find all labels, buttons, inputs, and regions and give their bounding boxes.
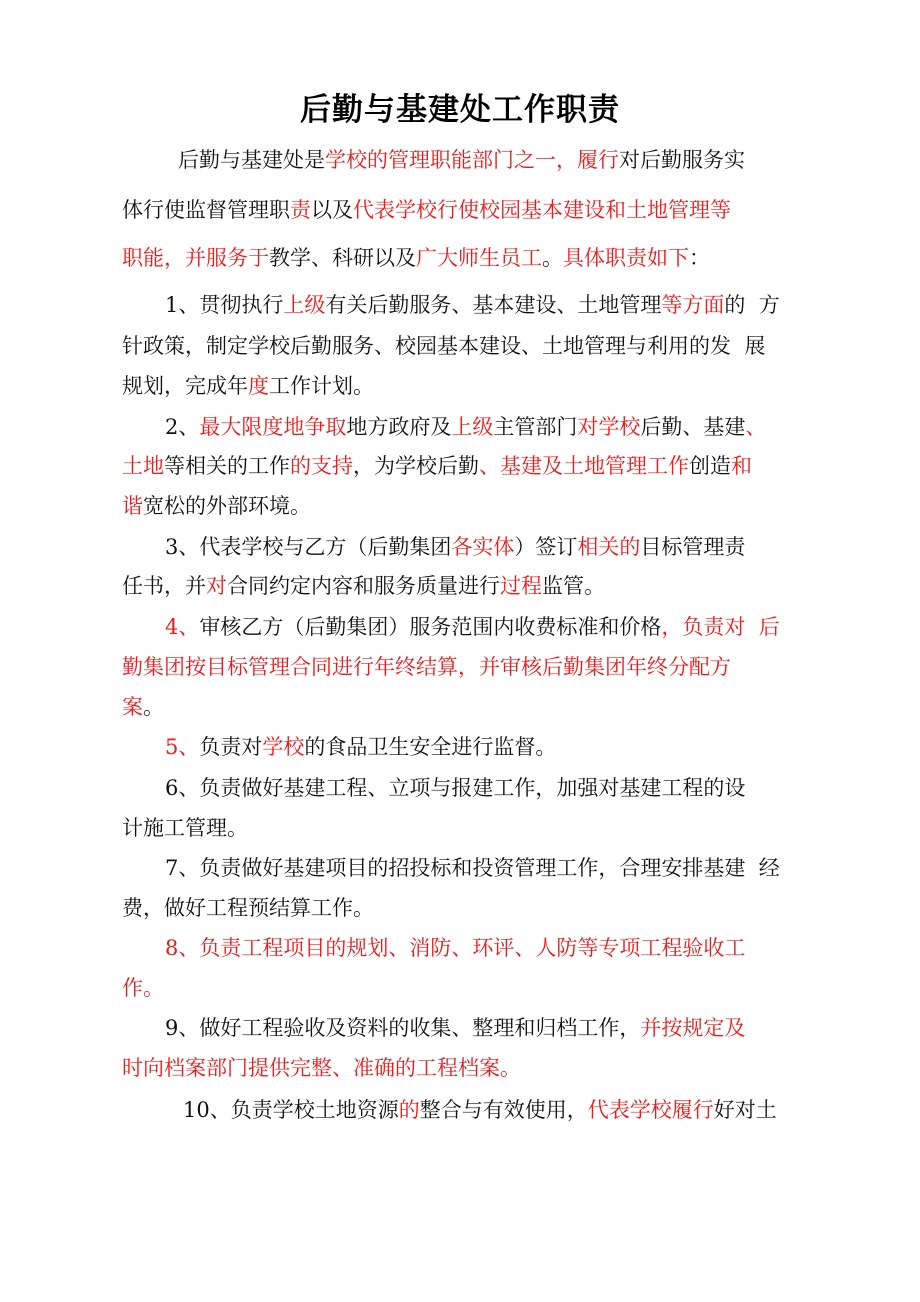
highlighted-text: 学校的管理职能部门之一，履行 — [325, 148, 619, 172]
highlighted-text: 等方面 — [661, 293, 725, 317]
text-line — [122, 493, 311, 519]
text-segment: ： — [689, 246, 710, 270]
highlighted-text: 5、 — [165, 735, 200, 759]
highlighted-text: 、 — [745, 415, 767, 439]
text-line — [178, 147, 745, 173]
highlighted-text: 上级 — [451, 415, 494, 439]
text-line — [122, 333, 765, 359]
highlighted-text: 8、负责工程项目的规划、消防、环评、人防等专项工程验收工 — [165, 936, 746, 960]
text-segment: 地方政府及 — [346, 415, 452, 439]
highlighted-text: 作。 — [122, 976, 164, 1000]
text-line — [183, 1097, 777, 1123]
document-title: 后勤与基建处工作职责 — [300, 92, 620, 128]
text-segment: 。 — [542, 246, 563, 270]
highlighted-text: 度 — [248, 374, 269, 398]
text-line — [165, 292, 780, 318]
text-segment: 创造 — [689, 454, 731, 478]
highlighted-text: 勤集团按目标管理合同进行年终结算，并审核后勤集团年终分配方 — [122, 655, 731, 679]
highlighted-text: ，负责对 后 — [661, 615, 780, 639]
highlighted-text: 代表学校行使校园基本建设和土地管理等 — [353, 198, 731, 222]
highlighted-text: 的 — [398, 1098, 420, 1122]
text-segment: 6、负责做好基建工程、立项与报建工作，加强对基建工程的设 — [165, 776, 746, 800]
text-line — [122, 815, 248, 841]
highlighted-text: 对 — [206, 574, 227, 598]
text-line — [165, 734, 556, 760]
text-segment: 审核乙方（后勤集团）服务范围内收费标准和价格 — [199, 615, 662, 639]
text-segment: 任书，并 — [122, 574, 206, 598]
text-segment: ）签订 — [514, 535, 578, 559]
text-segment: 计施工管理。 — [122, 816, 248, 840]
text-segment: 有关后勤服务、基本建设、土地管理 — [325, 293, 662, 317]
text-segment: 的食品卫生安全进行监督。 — [304, 735, 557, 759]
text-segment: 目标管理责 — [640, 535, 746, 559]
text-line — [122, 975, 164, 1001]
text-line — [165, 534, 745, 560]
text-segment: 等相关的工作 — [164, 454, 290, 478]
highlighted-text: 时向档案部门提供完整、准确的工程档案。 — [122, 1056, 521, 1080]
text-segment: 主管部门 — [493, 415, 578, 439]
text-segment: 费，做好工程预结算工作。 — [122, 896, 374, 920]
text-segment: 1、贯彻执行 — [165, 293, 284, 317]
text-segment: 7、负责做好基建项目的招投标和投资管理工作，合理安排基建 经 — [165, 856, 780, 880]
text-segment: 规划，完成年 — [122, 374, 248, 398]
highlighted-text: 土地 — [122, 454, 164, 478]
highlighted-text: 和 — [731, 454, 752, 478]
highlighted-text: 相关的 — [577, 535, 641, 559]
text-line — [122, 694, 164, 720]
text-segment: 好对土 — [713, 1098, 777, 1122]
text-segment: ，为学校后勤 — [353, 454, 479, 478]
text-line — [165, 414, 766, 440]
text-line — [122, 654, 731, 680]
highlighted-text: 最大限度地争取 — [199, 415, 347, 439]
text-segment: 。 — [143, 695, 164, 719]
text-segment: 合同约定内容和服务质量进行 — [227, 574, 500, 598]
highlighted-text: 4、 — [165, 615, 200, 639]
text-segment: 10、负责学校土地资源 — [183, 1098, 399, 1122]
text-segment: 后勤、基建 — [640, 415, 746, 439]
text-segment: 体行使监督管理职 — [122, 198, 290, 222]
highlighted-text: 对学校 — [577, 415, 641, 439]
highlighted-text: 并按规定及 — [640, 1016, 746, 1040]
text-line — [165, 855, 780, 881]
highlighted-text: 具体职责如下 — [563, 246, 689, 270]
text-segment: 的 方 — [724, 293, 780, 317]
text-line — [122, 373, 374, 399]
text-segment: 以及 — [311, 198, 353, 222]
text-segment: 3、代表学校与乙方（后勤集团 — [165, 535, 452, 559]
highlighted-text: 案 — [122, 695, 143, 719]
text-line — [122, 453, 752, 479]
highlighted-text: 上级 — [283, 293, 326, 317]
highlighted-text: 广大师生员工 — [416, 246, 542, 270]
highlighted-text: 学校 — [262, 735, 305, 759]
highlighted-text: 过程 — [500, 574, 542, 598]
text-segment: 9、做好工程验收及资料的收集、整理和归档工作， — [165, 1016, 641, 1040]
text-segment: 工作计划。 — [269, 374, 374, 398]
text-line — [122, 197, 731, 223]
highlighted-text: 职能，并服务于 — [122, 246, 269, 270]
text-line — [165, 935, 745, 961]
highlighted-text: 谐 — [122, 494, 143, 518]
text-line — [165, 614, 780, 640]
text-line — [165, 1015, 745, 1041]
text-line — [122, 1055, 521, 1081]
text-segment: 对后勤服务实 — [619, 148, 745, 172]
highlighted-text: 代表学校履行 — [587, 1098, 714, 1122]
text-line — [122, 573, 605, 599]
text-segment: 监管。 — [542, 574, 605, 598]
highlighted-text: 、基建及土地管理工作 — [479, 454, 689, 478]
text-segment: 针政策，制定学校后勤服务、校园基本建设、土地管理与利用的发 展 — [122, 334, 766, 358]
text-segment: 2、 — [165, 415, 200, 439]
text-segment: 负责对 — [199, 735, 263, 759]
text-line — [122, 895, 374, 921]
text-line — [122, 245, 710, 271]
text-line — [165, 775, 745, 801]
text-segment: 宽松的外部环境。 — [143, 494, 311, 518]
text-segment: 后勤与基建处是 — [178, 148, 325, 172]
text-segment: 教学、科研以及 — [269, 246, 416, 270]
highlighted-text: 的支持 — [290, 454, 353, 478]
highlighted-text: 责 — [290, 198, 311, 222]
text-segment: 整合与有效使用， — [419, 1098, 588, 1122]
highlighted-text: 各实体 — [451, 535, 515, 559]
